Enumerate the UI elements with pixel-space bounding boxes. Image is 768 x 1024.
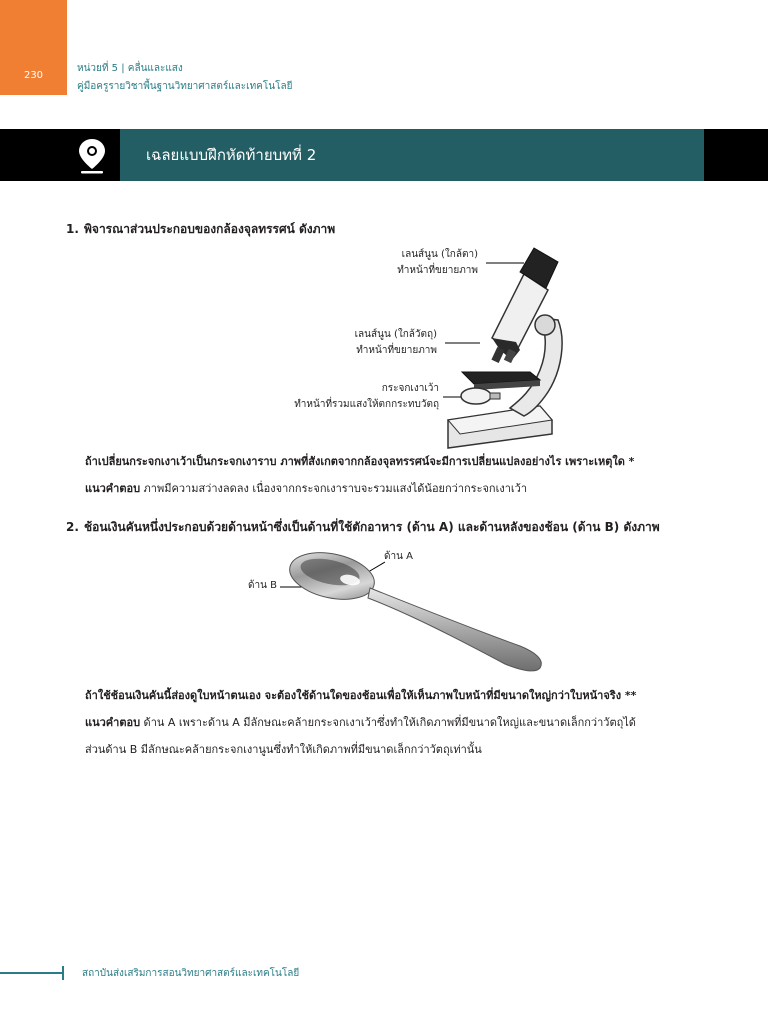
section-banner	[0, 129, 768, 181]
q2-question: ถ้าใช้ช้อนเงินคันนี้ส่องดูใบหน้าตนเอง จะต้องใช้ด้านใดของช้อนเพื่อให้เห็นภาพใบหน้าที่มีขนาดใหญ่กว่าใบหน้าจริง **	[85, 689, 637, 702]
banner-title-bar	[120, 129, 704, 181]
location-pin-icon	[72, 135, 112, 175]
objective-label	[355, 327, 437, 359]
eyepiece-label-line2: ทำหน้าที่ขยายภาพ	[397, 265, 478, 276]
banner-title: เฉลยแบบฝึกหัดท้ายบทที่ 2	[146, 146, 317, 164]
q1-title-text: พิจารณาส่วนประกอบของกล้องจุลทรรศน์ ดังภาพ	[84, 222, 336, 236]
objective-label-line2: ทำหน้าที่ขยายภาพ	[356, 345, 437, 356]
header-book-title: คู่มือครูรายวิชาพื้นฐานวิทยาศาสตร์และเทคโนโลยี	[77, 81, 293, 92]
q1-answer	[85, 479, 527, 497]
mirror-label-line1: กระจกเงาเว้า	[381, 383, 439, 394]
header-unit: หน่วยที่ 5 | คลื่นและแสง	[77, 63, 183, 74]
q1-answer-text: ภาพมีความสว่างลดลง เนื่องจากกระจกเงาราบจะรวมแสงได้น้อยกว่ากระจกเงาเว้า	[140, 482, 528, 495]
eyepiece-label	[397, 247, 478, 279]
q2-answer-line1	[85, 713, 636, 731]
footer-rule	[0, 972, 62, 974]
q2-title	[66, 518, 660, 537]
q2-title-text: ช้อนเงินคันหนึ่งประกอบด้วยด้านหน้าซึ่งเป็นด้านที่ใช้ตักอาหาร (ด้าน A) และด้านหลังของช้อน (ด้าน B) ดังภาพ	[84, 520, 660, 534]
footer-rule-tick	[62, 966, 64, 980]
q2-number: 2.	[66, 520, 79, 534]
eyepiece-label-line1: เลนส์นูน (ใกล้ตา)	[401, 249, 478, 260]
mirror-label	[294, 381, 439, 413]
page-number: 230	[23, 70, 44, 81]
side-b-label: ด้าน B	[248, 580, 277, 591]
mirror-label-line2: ทำหน้าที่รวมแสงให้ตกกระทบวัตถุ	[294, 399, 439, 410]
q1-answer-label: แนวคำตอบ	[85, 482, 141, 495]
side-a-label: ด้าน A	[384, 551, 413, 562]
q2-answer-text: ด้าน A เพราะด้าน A มีลักษณะคล้ายกระจกเงาเว้าซึ่งทำให้เกิดภาพที่มีขนาดใหญ่และขนาดเล็กกว่าวัตถุได้	[140, 716, 636, 729]
footer-publisher: สถาบันส่งเสริมการสอนวิทยาศาสตร์และเทคโนโลยี	[82, 968, 300, 979]
q2-answer-label: แนวคำตอบ	[85, 716, 141, 729]
running-header	[77, 60, 292, 96]
objective-label-line1: เลนส์นูน (ใกล้วัตถุ)	[354, 329, 437, 340]
q1-question: ถ้าเปลี่ยนกระจกเงาเว้าเป็นกระจกเงาราบ ภาพที่สังเกตจากกล้องจุลทรรศน์จะมีการเปลี่ยนแปลงอย่างไร เพราะเหตุใด *	[85, 455, 635, 468]
q1-number: 1.	[66, 222, 79, 236]
q2-answer-line2: ส่วนด้าน B มีลักษณะคล้ายกระจกเงานูนซึ่งทำให้เกิดภาพที่มีขนาดเล็กกว่าวัตถุเท่านั้น	[85, 743, 482, 756]
q1-title	[66, 220, 335, 239]
